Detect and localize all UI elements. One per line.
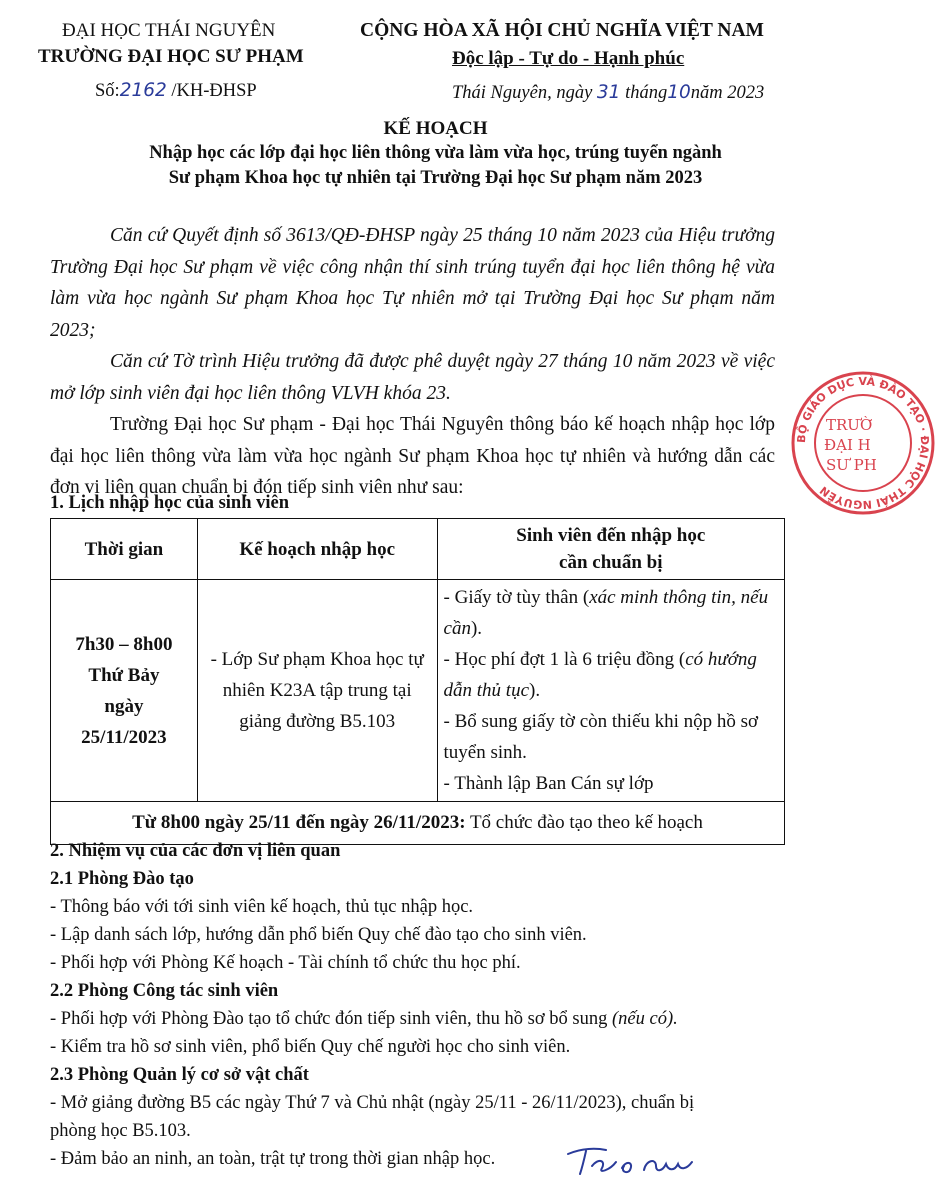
col-header-prepare-line1: Sinh viên đến nhập học (516, 525, 706, 546)
time-line4: 25/11/2023 (81, 726, 167, 748)
preamble-text-3: Trường Đại học Sư phạm - Đại học Thái Nguyên thông báo kế hoạch nhập học lớp đại học liên thông vừa làm vừa học ngành Sư phạm Khoa học tự nhiên và hướng dẫn các đơn vị liên quan chuẩn bị đón tiếp sinh viên như sau: (50, 414, 775, 498)
list-item: - Kiểm tra hồ sơ sinh viên, phổ biến Quy chế người học cho sinh viên. (50, 1037, 571, 1057)
cell-time (51, 580, 198, 802)
time-line2: Thứ Bảy (88, 664, 160, 686)
date-month-label: tháng (620, 83, 668, 103)
table-header-row (51, 519, 785, 580)
preamble-paragraph-3 (50, 409, 775, 504)
preamble-paragraph-2 (50, 346, 775, 409)
col-header-prepare (437, 519, 784, 580)
col-header-prepare-line2: cần chuẩn bị (559, 552, 663, 573)
section-2-2-heading: 2.2 Phòng Công tác sinh viên (50, 981, 279, 1001)
section-2-1-heading: 2.1 Phòng Đào tạo (50, 869, 194, 889)
document-date (452, 82, 764, 104)
prepare-item-4: - Thành lập Ban Cán sự lớp (443, 773, 654, 794)
header-left-line2: TRƯỜNG ĐẠI HỌC SƯ PHẠM (38, 46, 304, 67)
list-item: - Đảm bảo an ninh, an toàn, trật tự trong thời gian nhập học. (50, 1149, 496, 1169)
list-item: - Mở giảng đường B5 các ngày Thứ 7 và Chủ nhật (ngày 25/11 - 26/11/2023), chuẩn bị (50, 1093, 695, 1113)
section-2-heading: 2. Nhiệm vụ của các đơn vị liên quan (50, 841, 341, 861)
number-label: Số: (95, 81, 120, 101)
date-day-handwritten: 31 (596, 82, 621, 103)
prepare-item-2: - Học phí đợt 1 là 6 triệu đồng (có hướng dẫn thủ tục). (443, 649, 757, 701)
table-row (51, 580, 785, 802)
section-1-heading: 1. Lịch nhập học của sinh viên (50, 493, 290, 513)
prepare-item-3: - Bổ sung giấy tờ còn thiếu khi nộp hồ sơ tuyển sinh. (443, 711, 759, 763)
prepare-item-1: - Giấy tờ tùy thân (xác minh thông tin, nếu cần). (443, 587, 769, 639)
header-left-line1: ĐẠI HỌC THÁI NGUYÊN (62, 20, 276, 41)
signature-handwritten (562, 1140, 702, 1180)
list-item: phòng học B5.103. (50, 1121, 191, 1141)
list-item: - Phối hợp với Phòng Đào tạo tổ chức đón tiếp sinh viên, thu hồ sơ bổ sung (nếu có). (50, 1009, 678, 1029)
list-item: - Thông báo với tới sinh viên kế hoạch, thủ tục nhập học. (50, 897, 474, 917)
preamble-paragraph-1 (50, 220, 775, 346)
number-suffix: /KH-ĐHSP (166, 81, 257, 101)
stamp-inner-line2: ĐẠI H (824, 436, 871, 454)
cell-footer (51, 802, 785, 845)
cell-plan: - Lớp Sư phạm Khoa học tự nhiên K23A tập trung tại giảng đường B5.103 (197, 580, 437, 802)
col-header-time: Thời gian (51, 519, 198, 580)
official-stamp (788, 368, 938, 518)
col-header-plan: Kế hoạch nhập học (197, 519, 437, 580)
preamble-text-2: Căn cứ Tờ trình Hiệu trưởng đã được phê duyệt ngày 27 tháng 10 năm 2023 về việc mở lớp sinh viên đại học liên thông VLVH khóa 23. (50, 351, 775, 404)
document-subtitle-line2: Sư phạm Khoa học tự nhiên tại Trường Đại học Sư phạm năm 2023 (168, 168, 703, 188)
header-right-line2: Độc lập - Tự do - Hạnh phúc (452, 48, 685, 69)
time-line3: ngày (104, 695, 144, 717)
date-prefix: Thái Nguyên, ngày (452, 83, 597, 103)
stamp-inner-line1: TRƯỜ (826, 416, 873, 434)
footer-bold: Từ 8h00 ngày 25/11 đến ngày 26/11/2023: (132, 812, 466, 833)
document-subtitle-line1: Nhập học các lớp đại học liên thông vừa làm vừa học, trúng tuyển ngành (149, 143, 722, 163)
footer-text: Tổ chức đào tạo theo kế hoạch (465, 812, 703, 833)
list-item: - Lập danh sách lớp, hướng dẫn phổ biến Quy chế đào tạo cho sinh viên. (50, 925, 587, 945)
time-line1: 7h30 – 8h00 (75, 633, 173, 655)
stamp-ring-text: BỘ GIÁO DỤC VÀ ĐÀO TẠO · ĐẠI HỌC THÁI NGUYÊN (794, 374, 932, 512)
date-month-handwritten: 10 (667, 82, 691, 103)
schedule-table (50, 518, 785, 845)
header-right-line1: CỘNG HÒA XÃ HỘI CHỦ NGHĨA VIỆT NAM (360, 20, 764, 41)
preamble-text-1: Căn cứ Quyết định số 3613/QĐ-ĐHSP ngày 25 tháng 10 năm 2023 của Hiệu trưởng Trường Đại học Sư phạm về việc công nhận thí sinh trúng tuyển đại học liên thông hệ vừa làm vừa học ngành Sư phạm Khoa học Tự nhiên mở tại Trường Đại học Sư phạm năm 2023; (50, 225, 775, 341)
section-2-3-heading: 2.3 Phòng Quản lý cơ sở vật chất (50, 1065, 309, 1085)
number-handwritten: 2162 (119, 80, 167, 101)
document-number (95, 80, 257, 102)
list-item: - Phối hợp với Phòng Kế hoạch - Tài chính tổ chức thu học phí. (50, 953, 521, 973)
date-year: năm 2023 (690, 83, 765, 103)
cell-prepare (437, 580, 784, 802)
table-footer-row (51, 802, 785, 845)
stamp-inner-line3: SƯ PH (826, 456, 877, 474)
document-title: KẾ HOẠCH (383, 118, 488, 139)
